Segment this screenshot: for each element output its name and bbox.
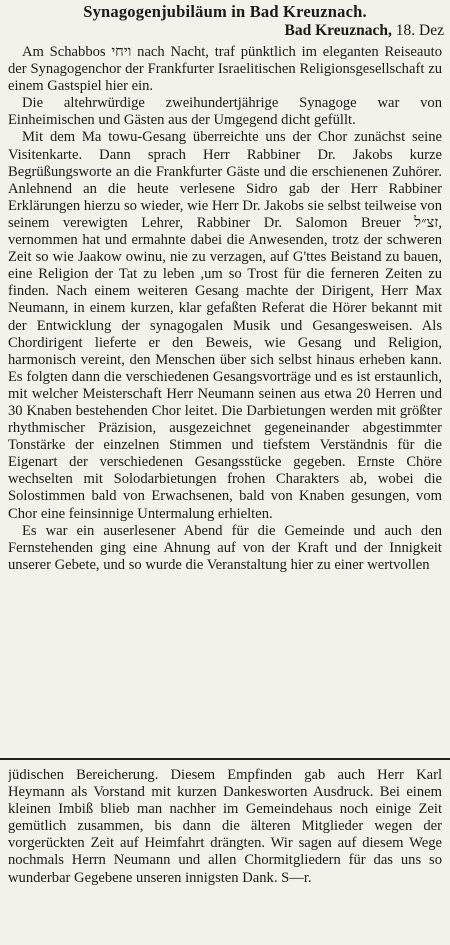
article-title: Synagogenjubiläum in Bad Kreuznach. <box>83 2 367 21</box>
dateline-place: Bad Kreuznach, <box>284 22 392 39</box>
paragraph-synagogue: Die altehrwürdige zweihundertjährige Synagoge war von Einheimischen und Gästen aus der Umgegend dicht gefüllt. <box>8 95 442 129</box>
column-divider <box>0 758 450 760</box>
article-body <box>8 44 442 752</box>
paragraph-program: Mit dem Ma towu-Gesang überreichte uns der Chor zunächst seine Visitenkarte. Dann sprach Herr Rabbiner Dr. Jakobs kurze Begrüßungsworte an die Frankfurter Gäste und die erschienenen Zuhörer. Anlehnend an die heute verlesene Sidro gab der Herr Rabbiner Erklärungen hierzu so wieder, wie Herr Dr. Jakobs sie selbst teilweise von seinem verewigten Lehrer, Rabbiner Dr. Salomon Breuer זצ״ל, vernommen hat und ermahnte dabei die Anwesenden, trotz der schweren Zeit so wie Jaakow owinu, nie zu verzagen, auf G'ttes Beistand zu bauen, eine Religion der Tat zu leben ,um so Trost für die ferneren Zeiten zu finden. Nach einem weiteren Gesang machte der Dirigent, Herr Max Neumann, in einem kurzen, klar gefaßten Referat die Hörer bekannt mit der Entwicklung der synagogalen Musik und Gesangesweisen. Als Chordirigent lieferte er den Beweis, wie Gesang und Religion, harmonisch vereint, den Menschen über sich selbst hinaus erheben kann. Es folgten dann die verschiedenen Gesangsvorträge und es ist erstaunlich, mit welcher Meisterschaft Herr Neumann seinen aus etwa 20 Herren und 30 Knaben bestehenden Chor leitet. Die Darbietungen werden mit größter rhythmischer Präzision, ausgezeichnet gegeneinander abgestimmter Tonstärke der einzelnen Stimmen und tiefstem Verständnis für die Eigenart der verschiedenen Gesangsstücke gegeben. Ernste Chöre wechselten mit Solodarbietungen frohen Charakters ab, wobei die Solostimmen bald von Erwachsenen, bald von Knaben gesungen, vom Chor eine feinsinnige Untermalung erhielten. <box>8 129 442 522</box>
dateline <box>285 22 444 40</box>
paragraph-evening: Es war ein auserlesener Abend für die Gemeinde und auch den Fernstehenden ging eine Ahnung auf von der Kraft und der Innigkeit unserer Gebete, und so wurde die Veranstaltung hier zu einer wertvollen <box>8 522 442 573</box>
paragraph-continuation: jüdischen Bereicherung. Diesem Empfinden gab auch Herr Karl Heymann als Vorstand mit kurzen Dankesworten Ausdruck. Bei einem kleinen Imbiß blieb man nachher im Gemeindehaus noch einige Zeit gemütlich zusammen, bis dann die älteren Mitglieder wegen der vorgerückten Zeit auf Heimfahrt drängten. Wir sagen auf diesem Wege nochmals Herrn Neumann und allen Chormitgliedern für das uns so wunderbar Gegebene unseren innigsten Dank. S—r. <box>8 767 442 886</box>
dateline-date: 18. Dez <box>395 22 444 39</box>
article-continuation <box>8 767 442 943</box>
paragraph-arrival: Am Schabbos ויחי nach Nacht, traf pünktlich im eleganten Reiseauto der Synagogenchor der Frankfurter Israelitischen Religionsgesellschaft zu einem Gastspiel hier ein. <box>8 44 442 95</box>
